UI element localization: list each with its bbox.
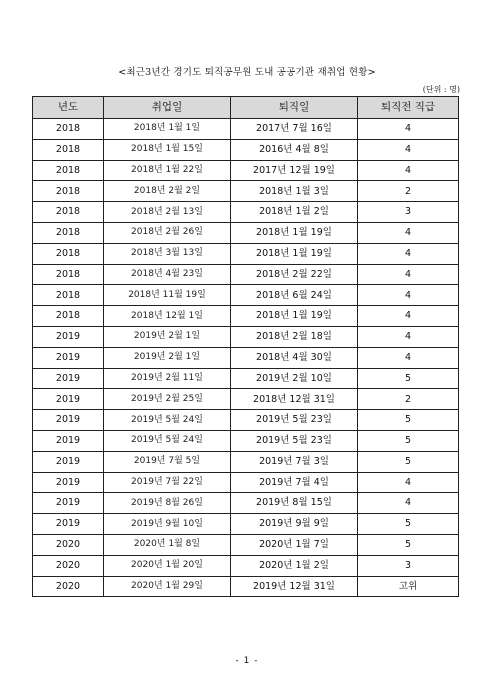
cell-year: 2019 (33, 347, 104, 368)
cell-employment-date: 2019년 9월 10일 (104, 514, 231, 535)
cell-employment-date: 2019년 2월 25일 (104, 389, 231, 410)
cell-retirement-date: 2018년 4월 30일 (231, 347, 358, 368)
cell-retirement-date: 2018년 6월 24일 (231, 285, 358, 306)
cell-year: 2019 (33, 368, 104, 389)
table-row (33, 264, 459, 285)
reemployment-table (32, 96, 459, 597)
cell-year: 2018 (33, 243, 104, 264)
cell-prior-grade: 4 (358, 347, 459, 368)
table-row (33, 389, 459, 410)
cell-employment-date: 2019년 8월 26일 (104, 493, 231, 514)
table-row (33, 306, 459, 327)
cell-retirement-date: 2019년 5월 23일 (231, 410, 358, 431)
cell-employment-date: 2019년 5월 24일 (104, 410, 231, 431)
cell-retirement-date: 2019년 7월 3일 (231, 451, 358, 472)
cell-retirement-date: 2018년 1월 2일 (231, 202, 358, 223)
table-row (33, 347, 459, 368)
cell-prior-grade: 2 (358, 389, 459, 410)
cell-year: 2020 (33, 534, 104, 555)
cell-year: 2018 (33, 181, 104, 202)
cell-prior-grade: 4 (358, 139, 459, 160)
table-row (33, 472, 459, 493)
cell-retirement-date: 2019년 12월 31일 (231, 576, 358, 597)
header-employment-date: 취업일 (104, 97, 231, 119)
cell-retirement-date: 2019년 2월 10일 (231, 368, 358, 389)
cell-year: 2019 (33, 410, 104, 431)
table-row (33, 493, 459, 514)
cell-year: 2020 (33, 555, 104, 576)
cell-prior-grade: 3 (358, 202, 459, 223)
cell-year: 2018 (33, 160, 104, 181)
cell-employment-date: 2018년 2월 13일 (104, 202, 231, 223)
cell-year: 2019 (33, 451, 104, 472)
document-title: <최근3년간 경기도 퇴직공무원 도내 공공기관 재취업 현황> (118, 67, 376, 78)
cell-prior-grade: 2 (358, 181, 459, 202)
cell-prior-grade: 4 (358, 285, 459, 306)
cell-retirement-date: 2017년 12월 19일 (231, 160, 358, 181)
cell-retirement-date: 2020년 1월 7일 (231, 534, 358, 555)
table-row (33, 326, 459, 347)
header-retirement-date: 퇴직일 (231, 97, 358, 119)
cell-employment-date: 2018년 2월 2일 (104, 181, 231, 202)
cell-retirement-date: 2018년 2월 22일 (231, 264, 358, 285)
table-row (33, 555, 459, 576)
page-number: - 1 - (235, 656, 259, 666)
table-row (33, 534, 459, 555)
cell-prior-grade: 4 (358, 243, 459, 264)
table-row (33, 410, 459, 431)
cell-employment-date: 2019년 7월 5일 (104, 451, 231, 472)
cell-employment-date: 2018년 1월 1일 (104, 119, 231, 140)
cell-employment-date: 2020년 1월 20일 (104, 555, 231, 576)
cell-employment-date: 2018년 3월 13일 (104, 243, 231, 264)
table-row (33, 202, 459, 223)
cell-year: 2020 (33, 576, 104, 597)
table-row (33, 243, 459, 264)
cell-prior-grade: 5 (358, 410, 459, 431)
cell-prior-grade: 4 (358, 326, 459, 347)
cell-employment-date: 2018년 1월 22일 (104, 160, 231, 181)
cell-employment-date: 2019년 2월 1일 (104, 326, 231, 347)
cell-prior-grade: 5 (358, 451, 459, 472)
cell-prior-grade: 4 (358, 264, 459, 285)
cell-year: 2019 (33, 430, 104, 451)
cell-year: 2019 (33, 326, 104, 347)
table-row (33, 222, 459, 243)
cell-retirement-date: 2018년 1월 3일 (231, 181, 358, 202)
cell-retirement-date: 2018년 1월 19일 (231, 306, 358, 327)
cell-retirement-date: 2017년 7월 16일 (231, 119, 358, 140)
header-prior-grade: 퇴직전 직급 (358, 97, 459, 119)
cell-employment-date: 2020년 1월 8일 (104, 534, 231, 555)
cell-prior-grade: 4 (358, 160, 459, 181)
cell-year: 2019 (33, 472, 104, 493)
cell-employment-date: 2018년 2월 26일 (104, 222, 231, 243)
cell-employment-date: 2018년 11월 19일 (104, 285, 231, 306)
table-row (33, 430, 459, 451)
cell-retirement-date: 2019년 7월 4일 (231, 472, 358, 493)
cell-prior-grade: 4 (358, 472, 459, 493)
cell-year: 2018 (33, 222, 104, 243)
cell-year: 2018 (33, 139, 104, 160)
cell-employment-date: 2019년 2월 1일 (104, 347, 231, 368)
cell-prior-grade: 3 (358, 555, 459, 576)
table-row (33, 368, 459, 389)
cell-prior-grade: 4 (358, 493, 459, 514)
cell-retirement-date: 2018년 12월 31일 (231, 389, 358, 410)
cell-year: 2018 (33, 119, 104, 140)
cell-year: 2018 (33, 306, 104, 327)
cell-employment-date: 2020년 1월 29일 (104, 576, 231, 597)
table-row (33, 576, 459, 597)
cell-year: 2019 (33, 389, 104, 410)
cell-prior-grade: 5 (358, 368, 459, 389)
table-row (33, 514, 459, 535)
cell-year: 2019 (33, 493, 104, 514)
cell-retirement-date: 2019년 5월 23일 (231, 430, 358, 451)
table-row (33, 451, 459, 472)
table-row (33, 181, 459, 202)
unit-note: (단위 : 명) (422, 85, 460, 94)
cell-retirement-date: 2019년 8월 15일 (231, 493, 358, 514)
cell-retirement-date: 2018년 1월 19일 (231, 222, 358, 243)
cell-employment-date: 2019년 2월 11일 (104, 368, 231, 389)
cell-year: 2018 (33, 202, 104, 223)
table-row (33, 160, 459, 181)
cell-year: 2018 (33, 285, 104, 306)
cell-employment-date: 2018년 12월 1일 (104, 306, 231, 327)
table-row (33, 139, 459, 160)
cell-employment-date: 2018년 4월 23일 (104, 264, 231, 285)
cell-year: 2018 (33, 264, 104, 285)
table-row (33, 285, 459, 306)
cell-retirement-date: 2019년 9월 9일 (231, 514, 358, 535)
header-row (33, 97, 459, 119)
cell-prior-grade: 4 (358, 222, 459, 243)
cell-employment-date: 2019년 7월 22일 (104, 472, 231, 493)
cell-prior-grade: 4 (358, 306, 459, 327)
cell-retirement-date: 2016년 4월 8일 (231, 139, 358, 160)
cell-year: 2019 (33, 514, 104, 535)
cell-retirement-date: 2020년 1월 2일 (231, 555, 358, 576)
cell-retirement-date: 2018년 1월 19일 (231, 243, 358, 264)
cell-prior-grade: 5 (358, 430, 459, 451)
cell-prior-grade: 5 (358, 534, 459, 555)
cell-prior-grade: 4 (358, 119, 459, 140)
cell-retirement-date: 2018년 2월 18일 (231, 326, 358, 347)
cell-employment-date: 2019년 5월 24일 (104, 430, 231, 451)
cell-prior-grade: 5 (358, 514, 459, 535)
header-year: 년도 (33, 97, 104, 119)
cell-employment-date: 2018년 1월 15일 (104, 139, 231, 160)
table-body (33, 119, 459, 597)
table-row (33, 119, 459, 140)
cell-prior-grade: 고위 (358, 576, 459, 597)
